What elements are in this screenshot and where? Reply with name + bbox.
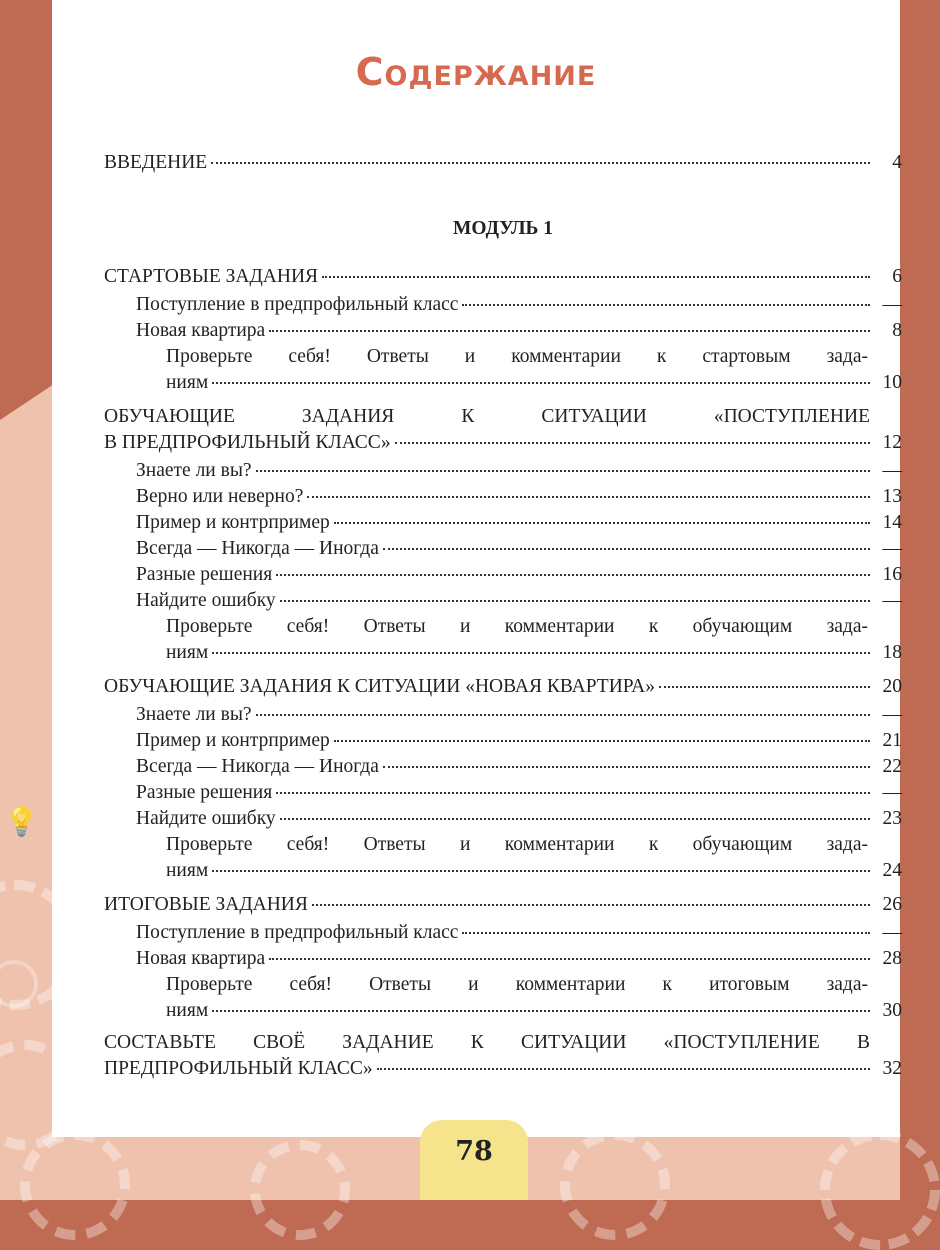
toc-entry[interactable] <box>136 294 902 320</box>
toc-label: СТАРТОВЫЕ ЗАДАНИЯ <box>104 266 319 287</box>
leader-dots <box>307 496 870 498</box>
toc-page: — <box>882 538 902 559</box>
toc-label: Знаете ли вы? <box>136 460 252 481</box>
background-corner <box>0 380 60 420</box>
leader-dots <box>269 958 870 960</box>
toc-page: 24 <box>882 860 902 881</box>
toc-label: Знаете ли вы? <box>136 704 252 725</box>
toc-label: ОБУЧАЮЩИЕ ЗАДАНИЯ К СИТУАЦИИ «НОВАЯ КВАРТИРА» <box>104 676 655 697</box>
leader-dots <box>659 686 870 688</box>
document-page <box>52 0 900 1137</box>
leader-dots <box>377 1068 870 1070</box>
toc-label: Новая квартира <box>136 948 266 969</box>
leader-dots <box>211 162 870 164</box>
toc-label: Пример и контрпример <box>136 512 330 533</box>
toc-label: Найдите ошибку <box>136 808 276 829</box>
leader-dots <box>212 870 870 872</box>
toc-entry[interactable] <box>166 372 902 398</box>
toc-entry[interactable] <box>166 860 902 886</box>
toc-entry[interactable] <box>104 676 902 702</box>
toc-page: 8 <box>892 320 902 341</box>
leader-dots <box>462 304 870 306</box>
toc-entry[interactable] <box>136 590 902 616</box>
toc-page: — <box>882 704 902 725</box>
toc-entry[interactable] <box>136 512 902 538</box>
toc-page: 6 <box>892 266 902 287</box>
lightbulb-icon: 💡 <box>4 805 39 838</box>
leader-dots <box>383 548 870 550</box>
toc-page: 23 <box>882 808 902 829</box>
toc-entry-line[interactable]: СОСТАВЬТЕ СВОЁ ЗАДАНИЕ К СИТУАЦИИ «ПОСТУПЛЕНИЕ В <box>104 1032 870 1053</box>
toc-page: 22 <box>882 756 902 777</box>
leader-dots <box>212 1010 870 1012</box>
toc-entry-line[interactable]: Проверьте себя! Ответы и комментарии к итоговым зада- <box>166 974 868 995</box>
toc-page: 14 <box>882 512 902 533</box>
toc-label: Пример и контрпример <box>136 730 330 751</box>
leader-dots <box>322 276 870 278</box>
toc-page: 26 <box>882 894 902 915</box>
leader-dots <box>276 574 870 576</box>
toc-page: 20 <box>882 676 902 697</box>
toc-page: 16 <box>882 564 902 585</box>
toc-entry-start[interactable] <box>104 266 902 292</box>
toc-page: 32 <box>882 1058 902 1079</box>
toc-page: 28 <box>882 948 902 969</box>
toc-page: — <box>882 294 902 315</box>
toc-label: ниям <box>166 860 209 881</box>
toc-entry[interactable] <box>136 782 902 808</box>
toc-entry[interactable] <box>136 922 902 948</box>
page-title: Содержание <box>355 50 597 94</box>
toc-page: 10 <box>882 372 902 393</box>
toc-entry[interactable] <box>136 538 902 564</box>
toc-label: ВВЕДЕНИЕ <box>104 152 208 173</box>
gear-icon <box>250 1140 350 1240</box>
toc-entry[interactable] <box>136 808 902 834</box>
toc-page: 12 <box>882 432 902 453</box>
toc-page: — <box>882 590 902 611</box>
toc-label: ниям <box>166 372 209 393</box>
toc-page: — <box>882 782 902 803</box>
toc-page: — <box>882 922 902 943</box>
toc-entry[interactable] <box>104 432 902 458</box>
toc-entry[interactable] <box>136 320 902 346</box>
leader-dots <box>280 600 870 602</box>
toc-entry[interactable] <box>136 486 902 512</box>
page-number: 78 <box>455 1136 493 1167</box>
toc-page: 30 <box>882 1000 902 1021</box>
gear-icon <box>560 1130 670 1240</box>
toc-label: Разные решения <box>136 782 273 803</box>
toc-label: Поступление в предпрофильный класс <box>136 922 459 943</box>
toc-entry-line[interactable]: Проверьте себя! Ответы и комментарии к обучающим зада- <box>166 834 868 855</box>
toc-label: ниям <box>166 642 209 663</box>
toc-page: 13 <box>882 486 902 507</box>
toc-label: Найдите ошибку <box>136 590 276 611</box>
gear-icon <box>820 1130 940 1250</box>
leader-dots <box>395 442 870 444</box>
toc-entry-line[interactable]: Проверьте себя! Ответы и комментарии к обучающим зада- <box>166 616 868 637</box>
toc-entry[interactable] <box>136 948 902 974</box>
toc-label: ниям <box>166 1000 209 1021</box>
toc-label: Новая квартира <box>136 320 266 341</box>
toc-entry[interactable] <box>104 894 902 920</box>
toc-page: 21 <box>882 730 902 751</box>
toc-label: В ПРЕДПРОФИЛЬНЫЙ КЛАСС» <box>104 432 391 453</box>
toc-page: 4 <box>892 152 902 173</box>
toc-entry-intro[interactable] <box>104 152 902 178</box>
toc-entry[interactable] <box>166 1000 902 1026</box>
toc-label: Всегда — Никогда — Иногда <box>136 756 379 777</box>
leader-dots <box>269 330 870 332</box>
toc-page: 18 <box>882 642 902 663</box>
leader-dots <box>256 714 870 716</box>
leader-dots <box>334 740 870 742</box>
toc-entry[interactable] <box>166 642 902 668</box>
toc-label: Поступление в предпрофильный класс <box>136 294 459 315</box>
leader-dots <box>312 904 870 906</box>
toc-label: Разные решения <box>136 564 273 585</box>
toc-label: Всегда — Никогда — Иногда <box>136 538 379 559</box>
toc-entry[interactable] <box>104 1058 902 1084</box>
toc-entry[interactable] <box>136 704 902 730</box>
leader-dots <box>334 522 870 524</box>
gear-icon <box>20 1130 130 1240</box>
leader-dots <box>280 818 870 820</box>
leader-dots <box>212 382 870 384</box>
toc-entry-line[interactable]: Проверьте себя! Ответы и комментарии к стартовым зада- <box>166 346 868 367</box>
leader-dots <box>276 792 870 794</box>
toc-entry[interactable] <box>136 730 902 756</box>
page-number-tab <box>420 1120 528 1200</box>
toc-label: Верно или неверно? <box>136 486 304 507</box>
toc-entry[interactable] <box>136 460 902 486</box>
module-heading: МОДУЛЬ 1 <box>452 218 554 239</box>
leader-dots <box>462 932 870 934</box>
leader-dots <box>383 766 870 768</box>
toc-label: ПРЕДПРОФИЛЬНЫЙ КЛАСС» <box>104 1058 373 1079</box>
toc-page: — <box>882 460 902 481</box>
leader-dots <box>256 470 870 472</box>
leader-dots <box>212 652 870 654</box>
toc-label: ИТОГОВЫЕ ЗАДАНИЯ <box>104 894 308 915</box>
toc-entry[interactable] <box>136 756 902 782</box>
toc-entry-line[interactable]: ОБУЧАЮЩИЕ ЗАДАНИЯ К СИТУАЦИИ «ПОСТУПЛЕНИЕ <box>104 406 870 427</box>
toc-entry[interactable] <box>136 564 902 590</box>
